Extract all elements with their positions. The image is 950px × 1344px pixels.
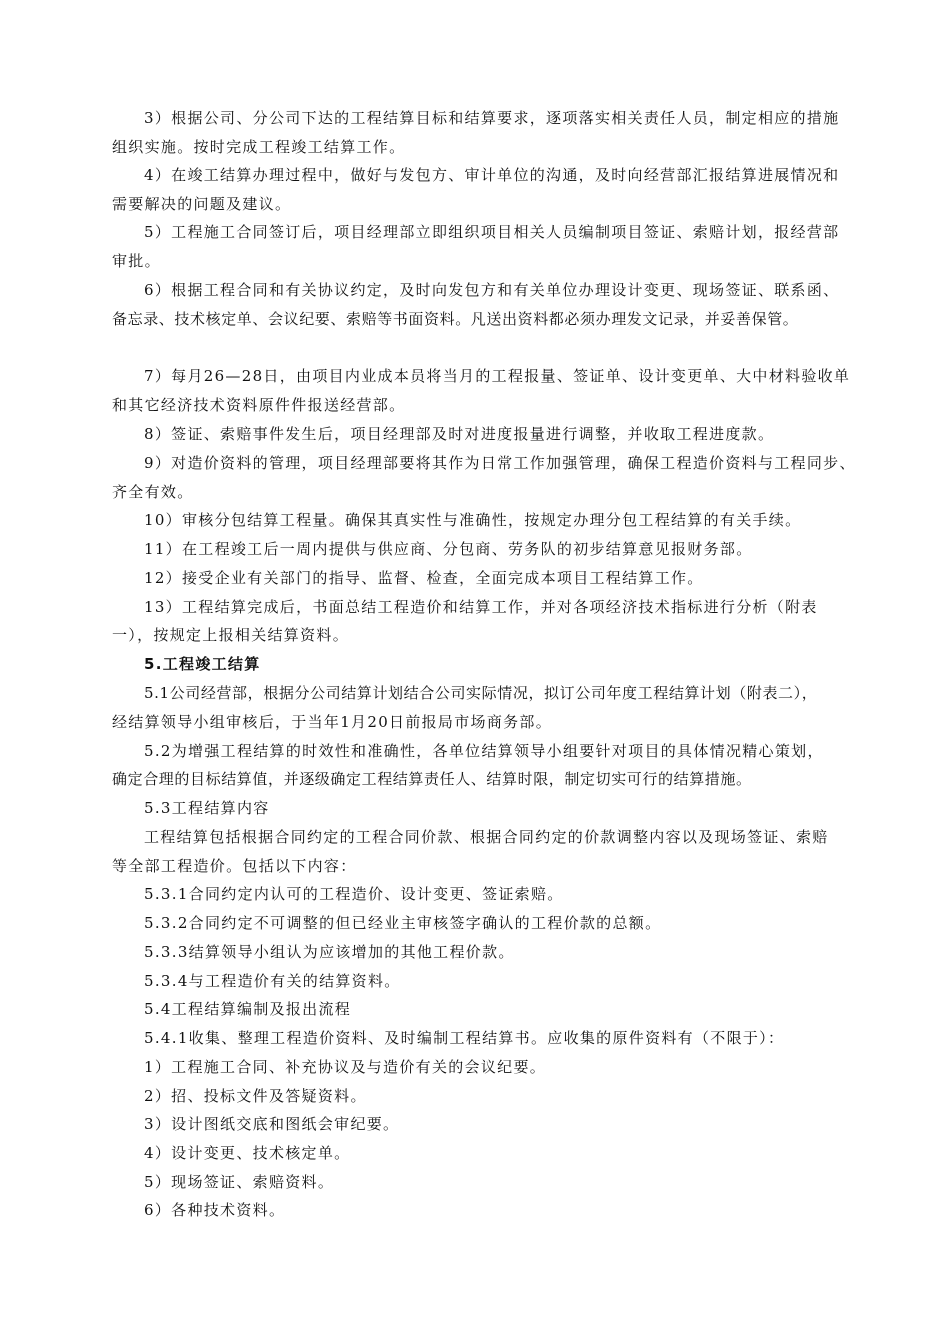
list-item: 5）现场签证、索赔资料。 [144,1173,335,1191]
paragraph-line: 等全部工程造价。包括以下内容： [112,857,357,875]
paragraph-line: 6）根据工程合同和有关协议约定，及时向发包方和有关单位办理设计变更、现场签证、联系函、 [144,281,840,299]
subsection-heading: 5.4工程结算编制及报出流程 [144,1000,352,1018]
paragraph-line: 5.3.2合同约定不可调整的但已经业主审核签字确认的工程价款的总额。 [144,914,662,932]
paragraph-line: 确定合理的目标结算值，并逐级确定工程结算责任人、结算时限，制定切实可行的结算措施。 [112,770,752,788]
paragraph-line: 一），按规定上报相关结算资料。 [112,626,350,644]
list-item: 4）设计变更、技术核定单。 [144,1144,351,1162]
paragraph-line: 5.3.3结算领导小组认为应该增加的其他工程价款。 [144,943,515,961]
list-item: 6）各种技术资料。 [144,1201,286,1219]
paragraph-line: 备忘录、技术核定单、会议纪要、索赔等书面资料。凡送出资料都必须办理发文记录，并妥善保管。 [112,310,799,328]
paragraph-line: 工程结算包括根据合同约定的工程合同价款、根据合同约定的价款调整内容以及现场签证、索赔 [144,828,829,846]
paragraph-line: 12）接受企业有关部门的指导、监督、检查，全面完成本项目工程结算工作。 [144,569,704,587]
paragraph-line: 5.3.4与工程造价有关的结算资料。 [144,972,401,990]
subsection-heading: 5.3工程结算内容 [144,799,270,817]
paragraph-line: 5.2为增强工程结算的时效性和准确性，各单位结算领导小组要针对项目的具体情况精心策划， [144,742,824,760]
paragraph-line: 3）根据公司、分公司下达的工程结算目标和结算要求，逐项落实相关责任人员，制定相应的措施 [144,109,840,127]
paragraph-line: 11）在工程竣工后一周内提供与供应商、分包商、劳务队的初步结算意见报财务部。 [144,540,753,558]
paragraph-line: 4）在竣工结算办理过程中，做好与发包方、审计单位的沟通，及时向经营部汇报结算进展情况和 [144,166,840,184]
section-heading: 5.工程竣工结算 [144,655,261,673]
paragraph-line: 8）签证、索赔事件发生后，项目经理部及时对进度报量进行调整，并收取工程进度款。 [144,425,775,443]
paragraph-line: 审批。 [112,252,161,270]
paragraph-line: 齐全有效。 [112,483,194,501]
paragraph-line: 需要解决的问题及建议。 [112,195,292,213]
paragraph-line: 10）审核分包结算工程量。确保其真实性与准确性，按规定办理分包工程结算的有关手续。 [144,511,802,529]
paragraph-line: 5.1公司经营部，根据分公司结算计划结合公司实际情况，拟订公司年度工程结算计划（附表二）， [144,684,818,702]
list-item: 2）招、投标文件及答疑资料。 [144,1087,367,1105]
paragraph-line: 9）对造价资料的管理，项目经理部要将其作为日常工作加强管理，确保工程造价资料与工程同步、 [144,454,856,472]
list-item: 1）工程施工合同、补充协议及与造价有关的会议纪要。 [144,1058,547,1076]
paragraph-line: 5.4.1收集、整理工程造价资料、及时编制工程结算书。应收集的原件资料有（不限于）： [144,1029,785,1047]
paragraph-line: 组织实施。按时完成工程竣工结算工作。 [112,138,406,156]
paragraph-line: 和其它经济技术资料原件件报送经营部。 [112,396,406,414]
paragraph-line: 7）每月26—28日，由项目内业成本员将当月的工程报量、签证单、设计变更单、大中材料验收单 [144,367,851,385]
paragraph-line: 经结算领导小组审核后，于当年1月20日前报局市场商务部。 [112,713,553,731]
paragraph-line: 5）工程施工合同签订后，项目经理部立即组织项目相关人员编制项目签证、索赔计划，报经营部 [144,223,840,241]
list-item: 3）设计图纸交底和图纸会审纪要。 [144,1115,400,1133]
paragraph-line: 5.3.1合同约定内认可的工程造价、设计变更、签证索赔。 [144,885,564,903]
paragraph-line: 13）工程结算完成后，书面总结工程造价和结算工作，并对各项经济技术指标进行分析（附表 [144,598,818,616]
